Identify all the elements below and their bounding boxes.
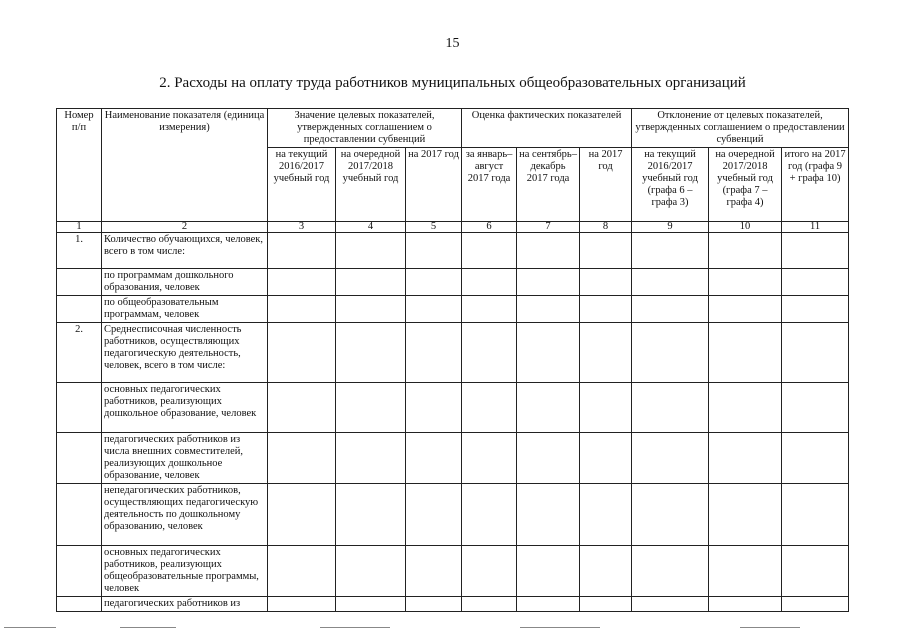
data-cell bbox=[632, 597, 709, 612]
data-cell bbox=[336, 597, 406, 612]
data-cell bbox=[517, 433, 580, 484]
data-cell bbox=[517, 484, 580, 546]
data-cell bbox=[268, 433, 336, 484]
data-cell bbox=[580, 296, 632, 323]
data-cell bbox=[462, 296, 517, 323]
row-number: 2. bbox=[57, 323, 102, 383]
scan-edge-line bbox=[740, 627, 800, 628]
data-cell bbox=[782, 546, 849, 597]
document-title: 2. Расходы на оплату труда работников муниципальных общеобразовательных организаций bbox=[159, 75, 746, 91]
data-cell bbox=[406, 597, 462, 612]
data-cell bbox=[709, 546, 782, 597]
data-cell bbox=[632, 323, 709, 383]
data-cell bbox=[782, 484, 849, 546]
data-cell bbox=[782, 323, 849, 383]
data-cell bbox=[268, 296, 336, 323]
data-cell bbox=[268, 269, 336, 296]
header-sub-col10: на очередной 2017/2018 учебный год (графа 7 – графа 4) bbox=[709, 148, 782, 222]
header-sub-col8: на 2017 год bbox=[580, 148, 632, 222]
table-row bbox=[57, 296, 849, 323]
column-number: 4 bbox=[336, 222, 406, 233]
data-cell bbox=[268, 546, 336, 597]
table-row bbox=[57, 546, 849, 597]
data-cell bbox=[406, 233, 462, 269]
data-cell bbox=[517, 323, 580, 383]
data-cell bbox=[709, 433, 782, 484]
data-cell bbox=[709, 597, 782, 612]
data-cell bbox=[406, 323, 462, 383]
row-number bbox=[57, 433, 102, 484]
scan-edge-line bbox=[120, 627, 176, 628]
data-cell bbox=[709, 269, 782, 296]
header-sub-col3: на текущий 2016/2017 учебный год bbox=[268, 148, 336, 222]
data-cell bbox=[268, 323, 336, 383]
data-cell bbox=[632, 383, 709, 433]
column-number: 11 bbox=[782, 222, 849, 233]
table-row bbox=[57, 269, 849, 296]
data-cell bbox=[782, 433, 849, 484]
header-sub-col7: на сентябрь–декабрь 2017 года bbox=[517, 148, 580, 222]
data-cell bbox=[782, 269, 849, 296]
data-cell bbox=[580, 233, 632, 269]
row-number: 1. bbox=[57, 233, 102, 269]
row-indicator-name: по общеобразовательным программам, человек bbox=[102, 296, 268, 323]
data-cell bbox=[580, 597, 632, 612]
column-number: 2 bbox=[102, 222, 268, 233]
data-cell bbox=[517, 597, 580, 612]
data-cell bbox=[336, 546, 406, 597]
data-cell bbox=[632, 233, 709, 269]
column-number: 3 bbox=[268, 222, 336, 233]
header-sub-col6: за январь–август 2017 года bbox=[462, 148, 517, 222]
data-cell bbox=[517, 296, 580, 323]
column-number: 9 bbox=[632, 222, 709, 233]
data-cell bbox=[268, 597, 336, 612]
data-cell bbox=[268, 484, 336, 546]
table-row bbox=[57, 323, 849, 383]
column-number: 8 bbox=[580, 222, 632, 233]
column-number: 6 bbox=[462, 222, 517, 233]
row-indicator-name: основных педагогических работников, реализующих дошкольное образование, человек bbox=[102, 383, 268, 433]
data-cell bbox=[406, 296, 462, 323]
data-cell bbox=[580, 546, 632, 597]
data-cell bbox=[632, 296, 709, 323]
header-sub-col11: итого на 2017 год (графа 9 + графа 10) bbox=[782, 148, 849, 222]
header-sub-col4: на очередной 2017/2018 учебный год bbox=[336, 148, 406, 222]
header-group-deviation: Отклонение от целевых показателей, утвержденных соглашением о предоставлении субвенций bbox=[632, 109, 849, 148]
data-cell bbox=[709, 383, 782, 433]
header-name: Наименование показателя (единица измерения) bbox=[102, 109, 268, 222]
table-row bbox=[57, 484, 849, 546]
row-number bbox=[57, 383, 102, 433]
data-cell bbox=[632, 484, 709, 546]
data-cell bbox=[517, 546, 580, 597]
data-cell bbox=[462, 546, 517, 597]
data-cell bbox=[406, 269, 462, 296]
data-cell bbox=[782, 233, 849, 269]
table-row bbox=[57, 233, 849, 269]
data-cell bbox=[406, 433, 462, 484]
data-cell bbox=[336, 323, 406, 383]
header-group-actual: Оценка фактических показателей bbox=[462, 109, 632, 148]
data-cell bbox=[462, 597, 517, 612]
data-cell bbox=[406, 383, 462, 433]
row-indicator-name: по программам дошкольного образования, человек bbox=[102, 269, 268, 296]
row-number bbox=[57, 597, 102, 612]
header-row-groups bbox=[57, 109, 849, 148]
data-cell bbox=[580, 383, 632, 433]
data-cell bbox=[406, 546, 462, 597]
data-cell bbox=[782, 597, 849, 612]
table-row bbox=[57, 597, 849, 612]
data-cell bbox=[632, 433, 709, 484]
data-cell bbox=[336, 269, 406, 296]
data-cell bbox=[517, 233, 580, 269]
column-number: 5 bbox=[406, 222, 462, 233]
row-indicator-name: Количество обучающихся, человек, всего в том числе: bbox=[102, 233, 268, 269]
row-number bbox=[57, 296, 102, 323]
data-cell bbox=[580, 484, 632, 546]
scan-edge-line bbox=[320, 627, 390, 628]
row-number bbox=[57, 269, 102, 296]
row-indicator-name: непедагогических работников, осуществляющих педагогическую деятельность по дошкольному образованию, человек bbox=[102, 484, 268, 546]
column-number: 1 bbox=[57, 222, 102, 233]
data-cell bbox=[632, 269, 709, 296]
row-indicator-name: основных педагогических работников, реализующих общеобразовательные программы, человек bbox=[102, 546, 268, 597]
row-number bbox=[57, 484, 102, 546]
data-cell bbox=[517, 269, 580, 296]
table-row bbox=[57, 433, 849, 484]
data-cell bbox=[336, 296, 406, 323]
column-number-row bbox=[57, 222, 849, 233]
row-indicator-name: педагогических работников из bbox=[102, 597, 268, 612]
scan-edge-line bbox=[520, 627, 600, 628]
data-cell bbox=[462, 433, 517, 484]
data-cell bbox=[462, 323, 517, 383]
data-cell bbox=[709, 296, 782, 323]
data-cell bbox=[336, 233, 406, 269]
column-number: 7 bbox=[517, 222, 580, 233]
data-cell bbox=[336, 484, 406, 546]
data-cell bbox=[709, 233, 782, 269]
row-indicator-name: педагогических работников из числа внешних совместителей, реализующих дошкольное образование, человек bbox=[102, 433, 268, 484]
column-number: 10 bbox=[709, 222, 782, 233]
data-cell bbox=[580, 323, 632, 383]
data-cell bbox=[709, 484, 782, 546]
data-cell bbox=[782, 296, 849, 323]
data-cell bbox=[336, 433, 406, 484]
scan-edge-line bbox=[4, 627, 56, 628]
page-number: 15 bbox=[445, 36, 460, 51]
header-group-target: Значение целевых показателей, утвержденных соглашением о предоставлении субвенций bbox=[268, 109, 462, 148]
data-cell bbox=[580, 269, 632, 296]
table-row bbox=[57, 383, 849, 433]
row-number bbox=[57, 546, 102, 597]
header-sub-col9: на текущий 2016/2017 учебный год (графа 6 – графа 3) bbox=[632, 148, 709, 222]
header-sub-col5: на 2017 год bbox=[406, 148, 462, 222]
expenses-table bbox=[56, 108, 849, 612]
data-cell bbox=[632, 546, 709, 597]
row-indicator-name: Среднесписочная численность работников, осуществляющих педагогическую деятельность, человек, всего в том числе: bbox=[102, 323, 268, 383]
data-cell bbox=[462, 233, 517, 269]
data-cell bbox=[462, 269, 517, 296]
data-cell bbox=[782, 383, 849, 433]
data-cell bbox=[462, 484, 517, 546]
data-cell bbox=[268, 383, 336, 433]
data-cell bbox=[406, 484, 462, 546]
data-cell bbox=[517, 383, 580, 433]
data-cell bbox=[336, 383, 406, 433]
data-cell bbox=[709, 323, 782, 383]
data-cell bbox=[268, 233, 336, 269]
header-num: Номер п/п bbox=[57, 109, 102, 222]
data-cell bbox=[580, 433, 632, 484]
data-cell bbox=[462, 383, 517, 433]
